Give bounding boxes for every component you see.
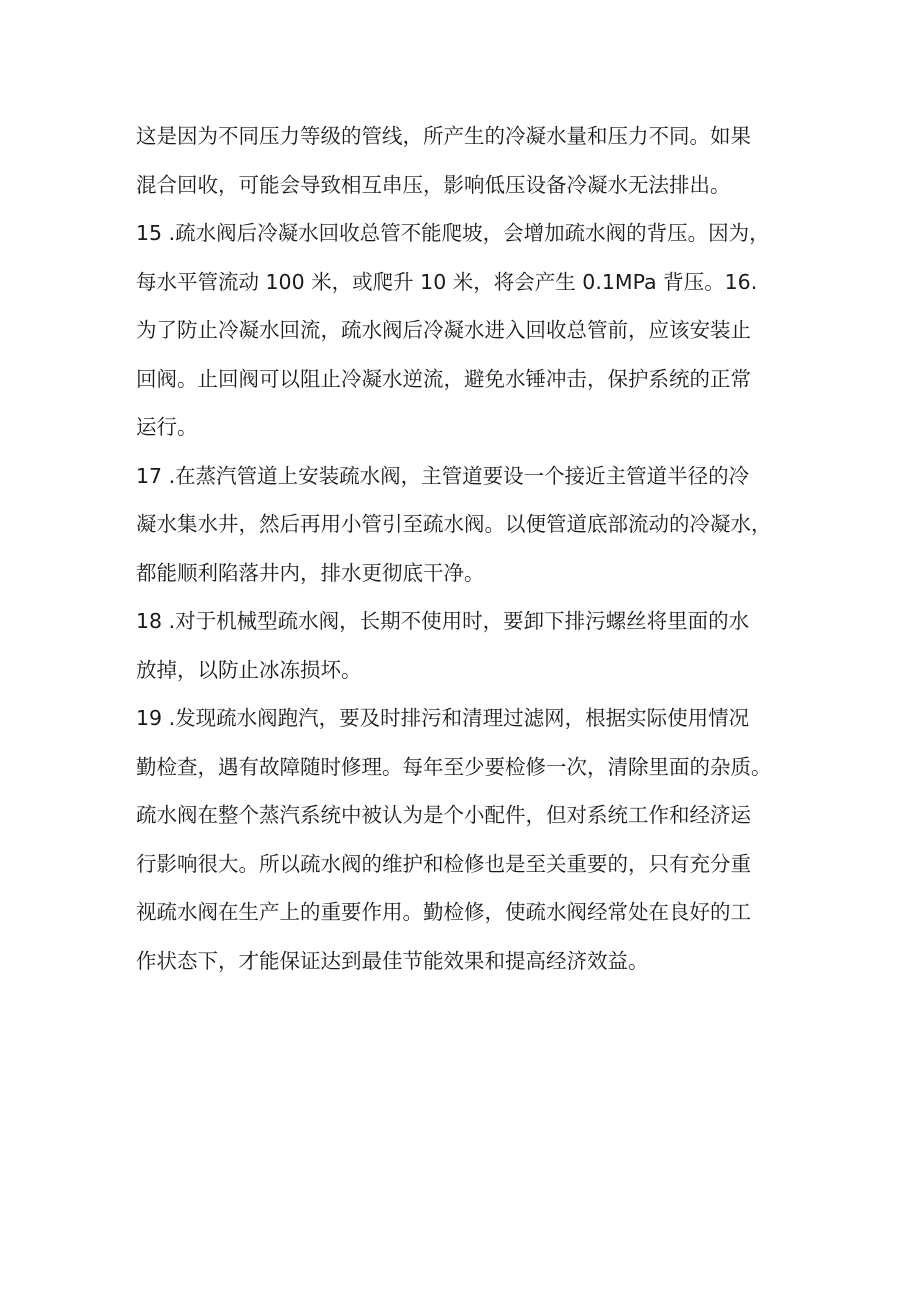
text-line: 19 .发现疏水阀跑汽，要及时排污和清理过滤网，根据实际使用情况 [136, 706, 750, 730]
text-line: 15 .疏水阀后冷凝水回收总管不能爬坡，会增加疏水阀的背压。因为， [136, 221, 770, 245]
text-line: 凝水集水井，然后再用小管引至疏水阀。以便管道底部流动的冷凝水， [136, 512, 772, 536]
text-line: 疏水阀在整个蒸汽系统中被认为是个小配件，但对系统工作和经济运 [136, 803, 751, 827]
text-line: 运行。 [136, 415, 198, 439]
text-line: 视疏水阀在生产上的重要作用。勤检修，使疏水阀经常处在良好的工 [136, 900, 751, 924]
text-line: 为了防止冷凝水回流，疏水阀后冷凝水进入回收总管前，应该安装止 [136, 318, 751, 342]
text-line: 都能顺利陷落井内，排水更彻底干净。 [136, 560, 485, 585]
document-body [136, 112, 796, 985]
text-line: 18 .对于机械型疏水阀，长期不使用时，要卸下排污螺丝将里面的水 [136, 609, 750, 633]
text-line: 放掉，以防止冰冻损坏。 [136, 657, 362, 682]
text-line: 这是因为不同压力等级的管线，所产生的冷凝水量和压力不同。如果 [136, 124, 751, 148]
text-line: 作状态下，才能保证达到最佳节能效果和提高经济效益。 [136, 948, 649, 973]
text-line: 回阀。止回阀可以阻止冷凝水逆流，避免水锤冲击，保护系统的正常 [136, 366, 751, 391]
text-line: 行影响很大。所以疏水阀的维护和检修也是至关重要的，只有充分重 [136, 851, 751, 876]
text-line: 17 .在蒸汽管道上安装疏水阀，主管道要设一个接近主管道半径的冷 [136, 463, 750, 488]
text-line: 混合回收，可能会导致相互串压，影响低压设备冷凝水无法排出。 [136, 172, 731, 197]
text-line: 每水平管流动 100 米，或爬升 10 米，将会产生 0.1MPa 背压。16. [136, 269, 758, 294]
text-line: 勤检查，遇有故障随时修理。每年至少要检修一次，清除里面的杂质。 [136, 754, 772, 779]
